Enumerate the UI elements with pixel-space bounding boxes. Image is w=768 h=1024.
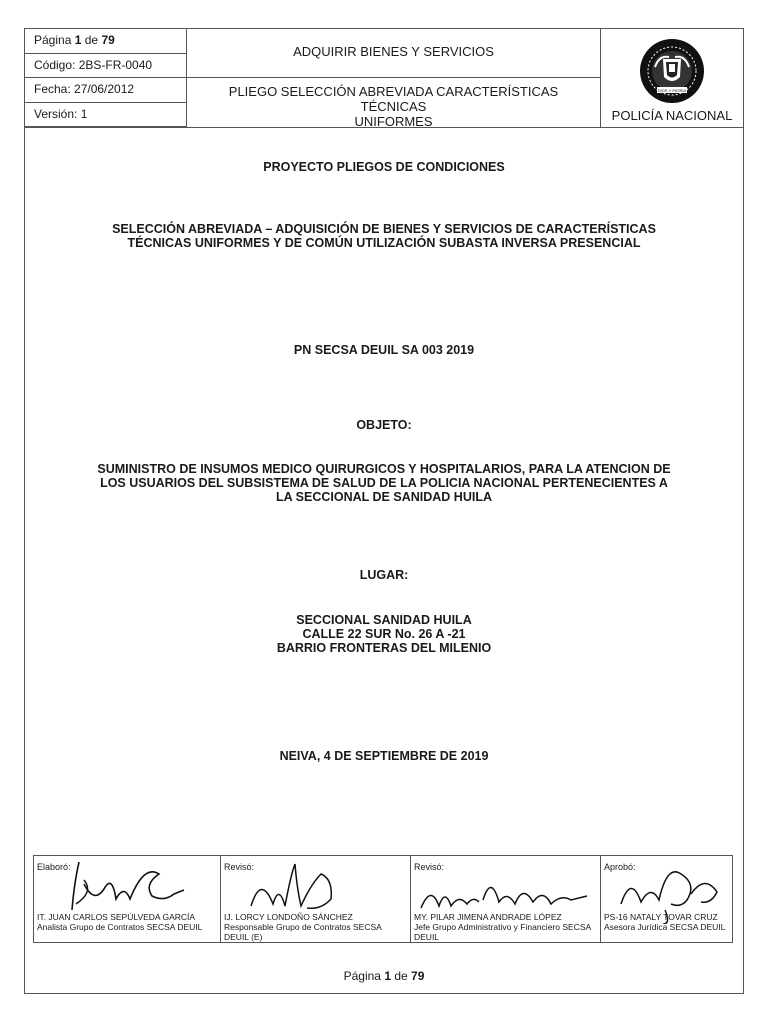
place-line: CALLE 22 SUR No. 26 A -21 bbox=[302, 627, 466, 641]
document-title-line: UNIFORMES bbox=[354, 114, 433, 129]
signature-role: Revisó: bbox=[224, 862, 255, 872]
selection-line: TÉCNICAS UNIFORMES Y DE COMÚN UTILIZACIÓN SUBASTA INVERSA PRESENCIAL bbox=[127, 236, 641, 250]
signature-cell bbox=[34, 856, 220, 942]
footer-page-current: 1 bbox=[384, 969, 391, 983]
selection-line: SELECCIÓN ABREVIADA – ADQUISICIÓN DE BIENES Y SERVICIOS DE CARACTERÍSTICAS bbox=[112, 222, 656, 236]
page-label: Página bbox=[34, 33, 72, 47]
signer-position: Responsable Grupo de Contratos SECSA DEUIL (E) bbox=[224, 922, 382, 942]
process-name: ADQUIRIR BIENES Y SERVICIOS bbox=[187, 29, 601, 78]
place-line: SECCIONAL SANIDAD HUILA bbox=[296, 613, 472, 627]
signature-cell bbox=[220, 856, 410, 942]
logo-cell bbox=[601, 29, 743, 127]
object-line: LOS USUARIOS DEL SUBSISTEMA DE SALUD DE LA POLICIA NACIONAL PERTENECIENTES A bbox=[100, 476, 668, 490]
signature-cell bbox=[600, 856, 732, 942]
document-header bbox=[25, 29, 743, 128]
object-line: SUMINISTRO DE INSUMOS MEDICO QUIRURGICOS Y HOSPITALARIOS, PARA LA ATENCION DE bbox=[97, 462, 671, 476]
document-title bbox=[187, 78, 601, 127]
selection-heading bbox=[25, 222, 743, 250]
signer-position: Jefe Grupo Administrativo y Financiero SECSA DEUIL bbox=[414, 922, 591, 942]
footer-page-label: Página bbox=[343, 969, 381, 983]
place-address bbox=[25, 613, 743, 655]
signer-name: IJ. LORCY LONDOÑO SÁNCHEZ bbox=[224, 912, 353, 922]
signature-table bbox=[33, 855, 733, 943]
place-heading: LUGAR: bbox=[359, 568, 409, 582]
object-description bbox=[25, 462, 743, 504]
document-title-line: PLIEGO SELECCIÓN ABREVIADA CARACTERÍSTICAS TÉCNICAS bbox=[228, 84, 559, 114]
page-of: de bbox=[84, 33, 99, 47]
page-footer bbox=[25, 969, 743, 983]
signature-role: Elaboró: bbox=[37, 862, 71, 872]
signer-name: MY. PILAR JIMENA ANDRADE LÓPEZ bbox=[414, 912, 562, 922]
document-page bbox=[24, 28, 744, 994]
object-line: LA SECCIONAL DE SANIDAD HUILA bbox=[276, 490, 492, 504]
project-heading: PROYECTO PLIEGOS DE CONDICIONES bbox=[263, 160, 505, 174]
police-seal-icon bbox=[633, 37, 711, 105]
footer-page-of: de bbox=[394, 969, 408, 983]
city-date: NEIVA, 4 DE SEPTIEMBRE DE 2019 bbox=[279, 749, 489, 763]
footer-page-total: 79 bbox=[411, 969, 425, 983]
signer-position: Analista Grupo de Contratos SECSA DEUIL bbox=[37, 922, 203, 932]
document-version: Versión: 1 bbox=[25, 103, 187, 128]
organization-name: POLICÍA NACIONAL bbox=[611, 108, 733, 123]
signer-position: Asesora Jurídica SECSA DEUIL bbox=[604, 922, 726, 932]
signer-name: IT. JUAN CARLOS SEPÚLVEDA GARCÍA bbox=[37, 912, 196, 922]
page-total: 79 bbox=[101, 33, 115, 47]
signer-name: PS-16 NATALY TOVAR CRUZ bbox=[604, 912, 718, 922]
process-number: PN SECSA DEUIL SA 003 2019 bbox=[293, 343, 475, 357]
signature-cell bbox=[410, 856, 600, 942]
object-heading: OBJETO: bbox=[356, 418, 412, 432]
seal-motto: DIOS Y PATRIA bbox=[657, 88, 687, 93]
page-number bbox=[25, 29, 187, 54]
document-date: Fecha: 27/06/2012 bbox=[25, 78, 187, 103]
document-code: Código: 2BS-FR-0040 bbox=[25, 54, 187, 79]
place-line: BARRIO FRONTERAS DEL MILENIO bbox=[276, 641, 492, 655]
signature-role: Aprobó: bbox=[604, 862, 636, 872]
signature-role: Revisó: bbox=[414, 862, 445, 872]
page-current: 1 bbox=[74, 33, 82, 47]
